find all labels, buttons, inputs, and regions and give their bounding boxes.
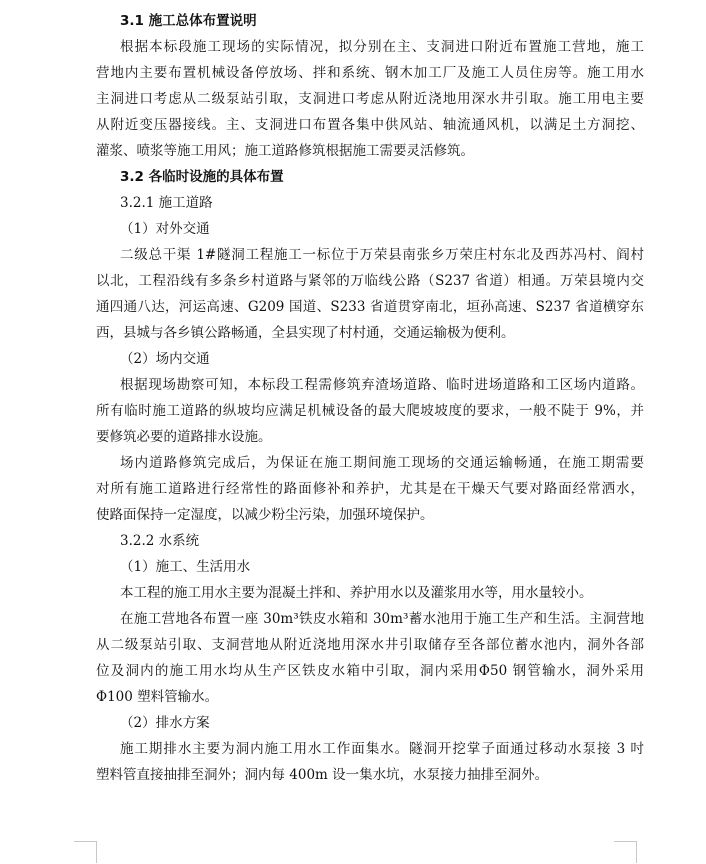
text-line: 使路面保持一定湿度，以减少粉尘污染，加强环境保护。 xyxy=(96,507,434,523)
paragraph-water-usage xyxy=(96,580,644,606)
paragraph-water-tanks xyxy=(96,606,644,710)
text-line: 要修筑必要的道路排水设施。 xyxy=(96,429,272,445)
heading-3-2: 3.2 各临时设施的具体布置 xyxy=(120,169,284,185)
heading-3-2-1: 3.2.1 施工道路 xyxy=(120,195,213,211)
text-line: 二级总干渠 1#隧洞工程施工一标位于万荣县南张乡万荣庄村东北及西苏冯村、阎村 xyxy=(120,247,644,263)
text-line: 根据现场勘察可知，本标段工程需修筑弃渣场道路、临时进场道路和工区场内道路。 xyxy=(120,377,644,393)
document-body xyxy=(96,8,644,788)
paragraph-layout-overview xyxy=(96,34,644,164)
heading-3-2-2: 3.2.2 水系统 xyxy=(120,533,200,549)
heading-3-1: 3.1 施工总体布置说明 xyxy=(120,13,257,29)
text-line: 位及洞内的施工用水均从生产区铁皮水箱中引取，洞内采用Φ50 钢管输水，洞外采用 xyxy=(96,663,644,679)
page-corner-mark-right xyxy=(636,841,659,863)
text-line: 施工期排水主要为洞内施工用水工作面集水。隧洞开挖掌子面通过移动水泵接 3 吋 xyxy=(120,741,644,757)
text-line: 西，县城与各乡镇公路畅通，全县实现了村村通，交通运输极为便利。 xyxy=(96,325,515,341)
paragraph-external-traffic xyxy=(96,242,644,346)
text-line: 在施工营地各布置一座 30m³铁皮水箱和 30m³蓄水池用于施工生产和生活。主洞营地 xyxy=(120,611,644,627)
text-line: 对所有施工道路进行经常性的路面修补和养护，尤其是在干燥天气要对路面经常洒水， xyxy=(96,481,644,497)
text-line: 所有临时施工道路的纵坡均应满足机械设备的最大爬坡坡度的要求，一般不陡于 9%，并 xyxy=(96,403,644,419)
heading-external-traffic: （1）对外交通 xyxy=(120,221,210,237)
paragraph-road-maintenance xyxy=(96,450,644,528)
heading-drainage: （2）排水方案 xyxy=(120,715,210,731)
text-line: 从二级泵站引取、支洞营地从附近浇地用深水井引取储存至各部位蓄水池内，洞外各部 xyxy=(96,637,644,653)
text-line: 本工程的施工用水主要为混凝土拌和、养护用水以及灌浆用水等，用水量较小。 xyxy=(120,585,593,601)
heading-internal-traffic: （2）场内交通 xyxy=(120,351,210,367)
text-line: 从附近变压器接线。主、支洞进口布置各集中供风站、轴流通风机，以满足土方洞挖、 xyxy=(96,117,644,133)
page-corner-mark-right-h xyxy=(614,841,636,864)
heading-water-supply: （1）施工、生活用水 xyxy=(120,559,251,575)
page-corner-mark-left-h xyxy=(74,841,96,864)
text-line: 以北，工程沿线有多条乡村道路与紧邻的万临线公路（S237 省道）相通。万荣县境内交 xyxy=(96,273,644,289)
text-line: 塑料管直接抽排至洞外；洞内每 400m 设一集水坑，水泵接力抽排至洞外。 xyxy=(96,767,549,783)
text-line: 主洞进口考虑从二级泵站引取，支洞进口考虑从附近浇地用深水井引取。施工用电主要 xyxy=(96,91,644,107)
text-line: Φ100 塑料管输水。 xyxy=(96,689,219,705)
text-line: 根据本标段施工现场的实际情况，拟分别在主、支洞进口附近布置施工营地，施工 xyxy=(120,39,644,55)
text-line: 场内道路修筑完成后，为保证在施工期间施工现场的交通运输畅通，在施工期需要 xyxy=(120,455,644,471)
paragraph-drainage xyxy=(96,736,644,788)
text-line: 通四通八达，河运高速、G209 国道、S233 省道贯穿南北，垣孙高速、S237 省道横穿东 xyxy=(96,299,644,315)
text-line: 营地内主要布置机械设备停放场、拌和系统、钢木加工厂及施工人员住房等。施工用水 xyxy=(96,65,644,81)
text-line: 灌浆、喷浆等施工用风；施工道路修筑根据施工需要灵活修筑。 xyxy=(96,143,474,159)
paragraph-internal-roads xyxy=(96,372,644,450)
